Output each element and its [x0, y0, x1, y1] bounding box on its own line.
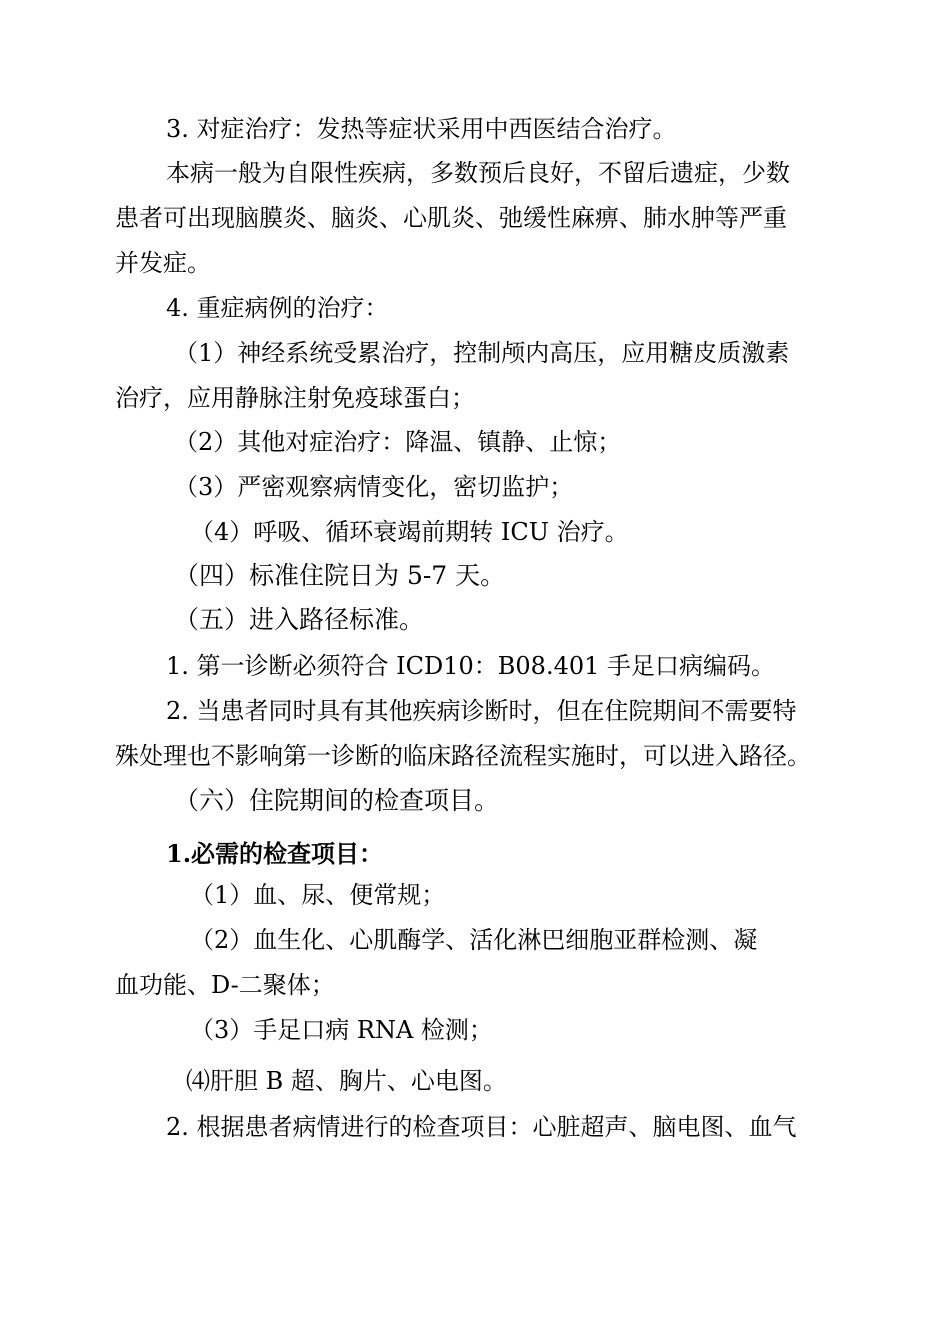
text-line-prognosis-3: 并发症。: [115, 249, 211, 277]
section-heading-inpatient-exams: （六）住院期间的检查项目。: [174, 786, 500, 815]
text-line-conditional-exams: 2. 根据患者病情进行的检查项目：心脏超声、脑电图、血气: [166, 1113, 797, 1141]
text-line-prognosis-1: 本病一般为自限性疾病，多数预后良好，不留后遗症，少数: [166, 159, 790, 187]
text-line-severe-item-2: （2）其他对症治疗：降温、镇静、止惊；: [174, 428, 622, 456]
text-line-entry-criterion-2b: 殊处理也不影响第一诊断的临床路径流程实施时，可以进入路径。: [115, 742, 811, 770]
subheading-required-exams: 1.必需的检查项目：: [166, 839, 384, 868]
text-line-entry-criterion-1: 1. 第一诊断必须符合 ICD10：B08.401 手足口病编码。: [166, 652, 776, 680]
text-line-exam-item-4: ⑷肝胆 B 超、胸片、心电图。: [186, 1067, 507, 1095]
section-heading-entry-criteria: （五）进入路径标准。: [174, 605, 425, 634]
text-line-exam-item-1: （1）血、尿、便常规；: [190, 881, 446, 909]
section-heading-standard-stay: （四）标准住院日为 5-7 天。: [174, 561, 506, 590]
text-line-exam-item-2b: 血功能、D-二聚体；: [115, 971, 335, 999]
text-line-exam-item-2a: （2）血生化、心肌酶学、活化淋巴细胞亚群检测、凝: [190, 926, 758, 954]
text-line-severe-item-1b: 治疗，应用静脉注射免疫球蛋白；: [115, 384, 475, 412]
text-line-symptomatic-treatment: 3. 对症治疗：发热等症状采用中西医结合治疗。: [166, 115, 677, 143]
text-line-severe-item-4: （4）呼吸、循环衰竭前期转 ICU 治疗。: [190, 518, 629, 546]
text-line-severe-item-1a: （1）神经系统受累治疗，控制颅内高压，应用糖皮质激素: [174, 339, 790, 367]
text-line-severe-item-3: （3）严密观察病情变化，密切监护；: [174, 473, 574, 501]
text-line-prognosis-2: 患者可出现脑膜炎、脑炎、心肌炎、弛缓性麻痹、肺水肿等严重: [115, 204, 787, 232]
text-line-severe-treatment-heading: 4. 重症病例的治疗：: [166, 294, 389, 322]
text-line-entry-criterion-2a: 2. 当患者同时具有其他疾病诊断时，但在住院期间不需要特: [166, 697, 797, 725]
text-line-exam-item-3: （3）手足口病 RNA 检测；: [190, 1016, 493, 1044]
